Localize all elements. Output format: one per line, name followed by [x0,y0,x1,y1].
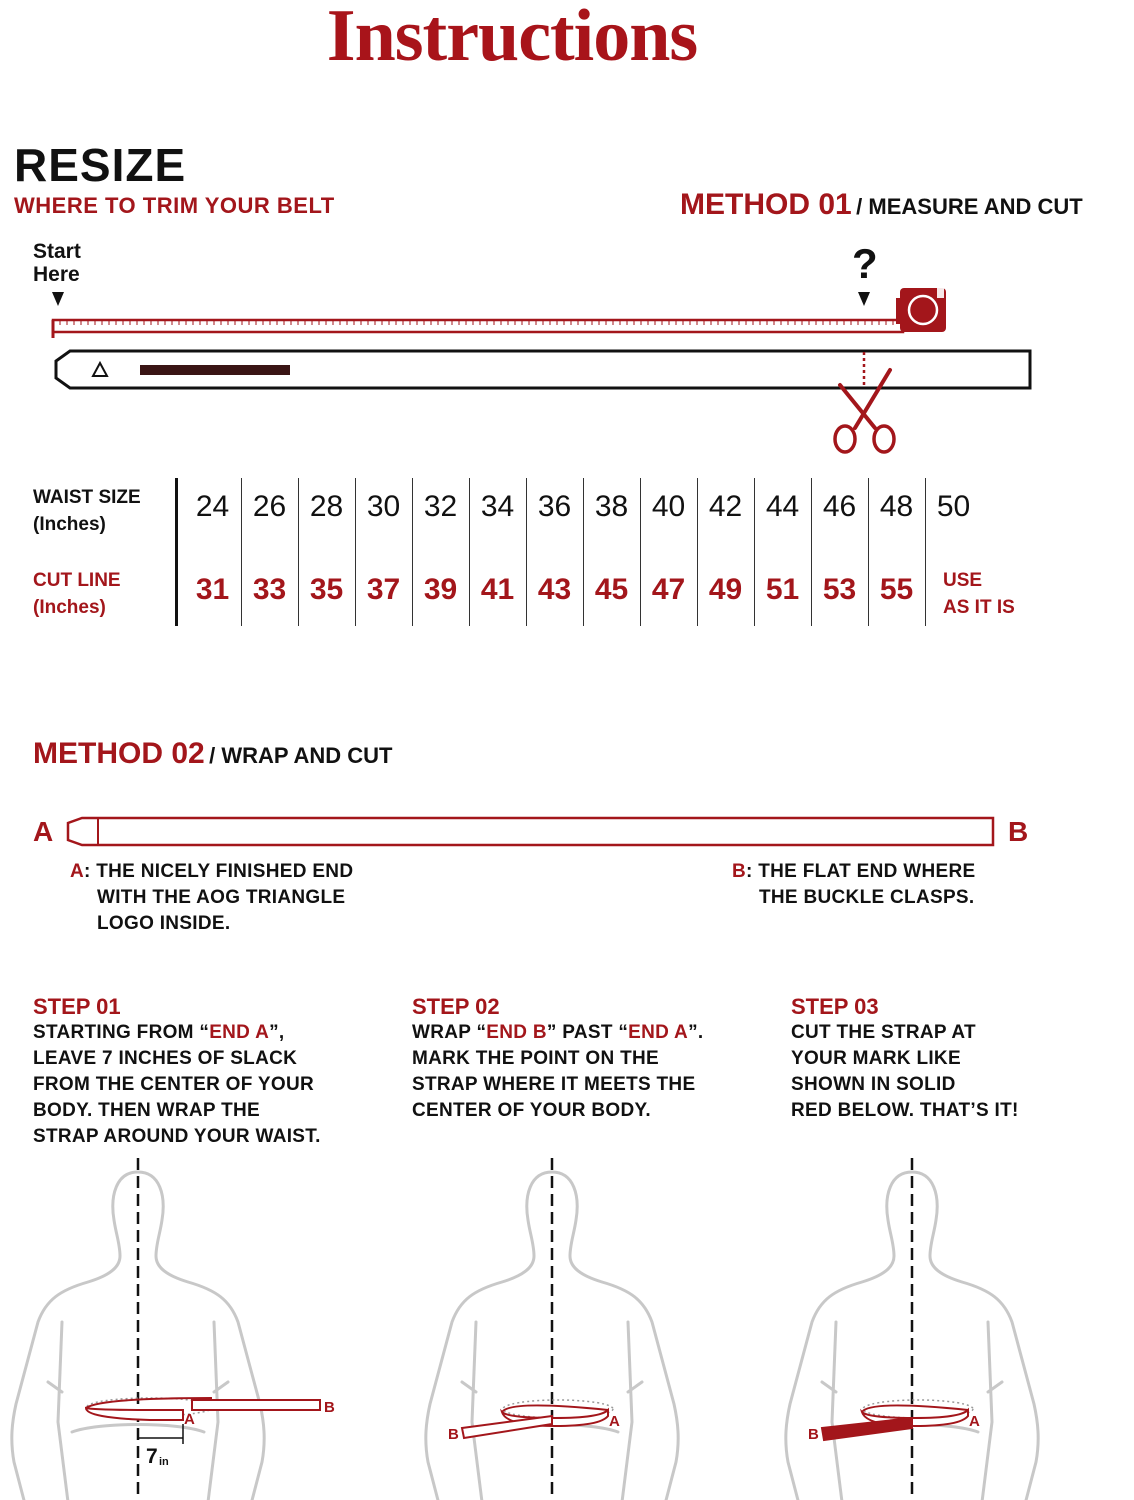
waist-size-cell: 36 [537,490,572,523]
waist-size-cell: 28 [309,490,344,523]
fig3-label-a: A [969,1413,980,1430]
waist-size-cell: 40 [651,490,686,523]
step-03-figure [786,1158,1038,1500]
step-text-line: LEAVE 7 INCHES OF SLACK [33,1048,298,1069]
fig1-label-b: B [324,1399,335,1416]
step-text-line: BODY. THEN WRAP THE [33,1100,261,1121]
end-b-marker: B [1008,816,1029,847]
use-as-is-label: USE AS IT IS [943,570,1015,618]
cut-line-cell: 53 [822,573,857,606]
fig2-label-a: A [609,1413,620,1430]
waist-size-cell: 42 [708,490,743,523]
waist-size-cell: 30 [366,490,401,523]
step-text-line: CUT THE STRAP AT [791,1022,976,1043]
cut-line-label: CUT LINE (Inches) [33,570,121,618]
cut-line-cell: 31 [195,573,230,606]
method02-desc: / WRAP AND CUT [209,743,393,768]
waist-size-cell: 48 [879,490,914,523]
step-text-line: STRAP AROUND YOUR WAIST. [33,1126,321,1147]
waist-size-label: WAIST SIZE (Inches) [33,487,141,535]
waist-size-cell: 46 [822,490,857,523]
waist-size-cell: 34 [480,490,515,523]
cut-line-cell: 35 [309,573,344,606]
cut-line-cell: 55 [879,573,914,606]
fig1-label-a: A [184,1411,195,1428]
method02-label: METHOD 02 [33,737,205,770]
waist-size-cell: 44 [765,490,800,523]
cut-line-cell: 45 [594,573,629,606]
cut-line-cell: 39 [423,573,458,606]
question-mark: ? [852,240,878,287]
step-text-line: CENTER OF YOUR BODY. [412,1100,651,1121]
step-text-line: YOUR MARK LIKE [791,1048,961,1069]
waist-size-cell: 32 [423,490,458,523]
step-01-figure [12,1158,320,1500]
waist-size-cell: 24 [195,490,230,523]
resize-subheading: WHERE TO TRIM YOUR BELT [14,193,335,218]
start-here-label: Start Here [33,240,81,286]
end-a-marker: A [33,816,54,847]
step-03-title: STEP 03 [791,994,879,1019]
step-text-line: RED BELOW. THAT’S IT! [791,1100,1019,1121]
resize-heading: RESIZE [14,139,187,191]
page-title: Instructions [326,0,698,77]
step-text-line: STRAP WHERE IT MEETS THE [412,1074,696,1095]
slack-number: 7 [146,1445,158,1468]
step-text-line: STARTING FROM “END A”, [33,1022,285,1043]
method01-desc: / MEASURE AND CUT [856,194,1083,219]
step-02-figure [426,1158,678,1500]
waist-size-cell: 38 [594,490,629,523]
cut-line-cell: 41 [480,573,515,606]
waist-size-cell: 26 [252,490,287,523]
cut-line-cell: 43 [537,573,572,606]
step-text-line: SHOWN IN SOLID [791,1074,956,1095]
cut-line-cell: 37 [366,573,401,606]
step-02-title: STEP 02 [412,994,500,1019]
step-text-line: WRAP “END B” PAST “END A”. [412,1022,704,1043]
waist-size-cell: 50 [936,490,971,523]
fig3-label-b: B [808,1426,819,1443]
fig2-label-b: B [448,1426,459,1443]
note-end-b: B: THE FLAT END WHERE THE BUCKLE CLASPS. [732,861,976,908]
note-end-a: A: THE NICELY FINISHED END WITH THE AOG TRIANGLE LOGO INSIDE. [70,861,354,934]
method01-label: METHOD 01 [680,188,852,221]
step-01-title: STEP 01 [33,994,121,1019]
slack-unit: in [159,1456,169,1468]
step-text-line: FROM THE CENTER OF YOUR [33,1074,314,1095]
step-text-line: MARK THE POINT ON THE [412,1048,659,1069]
cut-line-cell: 49 [708,573,743,606]
cut-line-cell: 47 [651,573,686,606]
cut-line-cell: 33 [252,573,287,606]
cut-line-cell: 51 [765,573,800,606]
